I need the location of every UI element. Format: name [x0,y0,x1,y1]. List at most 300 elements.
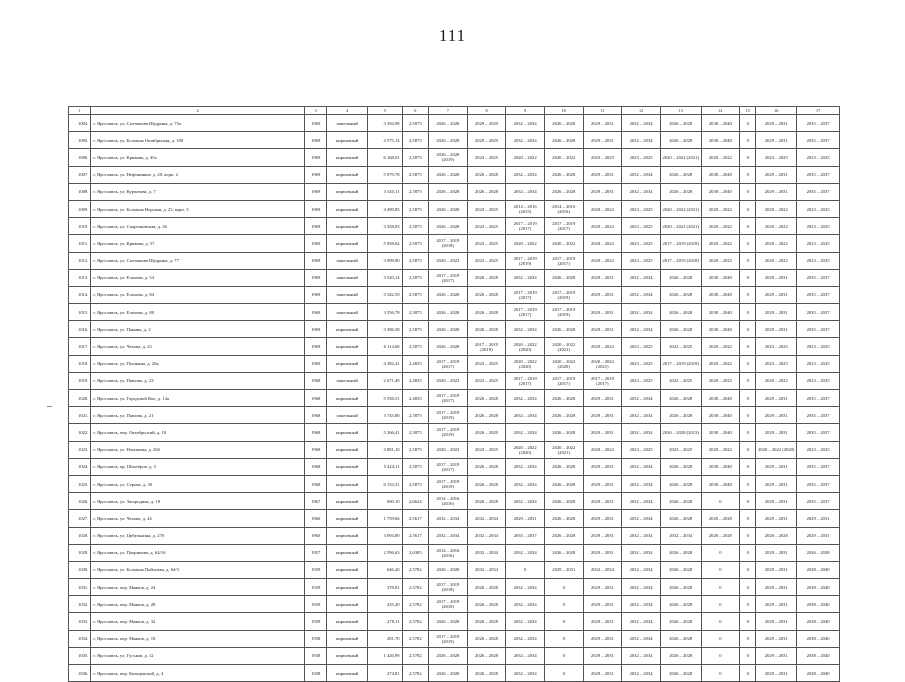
table-cell: 2026 – 2028 [660,458,701,475]
table-cell: кирпичный [327,458,368,475]
table-cell: 2017 – 2019 (2017) [506,218,545,235]
table-cell: 2026 – 2028 [544,132,583,149]
table-cell: 2032 – 2034 [622,596,661,613]
table-cell: 2038 – 2040 [701,321,740,338]
table-cell: 2020 – 2022 [701,200,740,217]
table-cell: 1023. [69,441,91,458]
table-cell: 1960 [304,527,326,544]
table-cell: 2,5875 [402,407,428,424]
table-row [69,355,840,372]
table-cell: 5 266,41 [368,424,403,441]
table-cell: 1015. [69,304,91,321]
table-cell: 2026 – 2028 [429,218,468,235]
table-cell: кирпичный [327,596,368,613]
table-row [69,510,840,527]
table-cell: 2029 – 2031 [797,510,840,527]
housing-repair-schedule-table [68,106,840,682]
table-row [69,424,840,441]
table-cell: 2017 – 2019 (2017) [429,390,468,407]
table-cell: 2,5875 [402,252,428,269]
table-cell: 1027. [69,510,91,527]
table-cell: 2020 – 2022 [701,218,740,235]
table-cell: 2032 – 2034 [622,424,661,441]
table-cell: 2,5782 [402,613,428,630]
table-cell: 2032 – 2034 [467,544,506,561]
table-cell: 2032 – 2034 [622,665,661,682]
table-cell: 0 [544,630,583,647]
table-cell: 2026 – 2028 [660,407,701,424]
table-cell: 2,5875 [402,458,428,475]
table-cell: 1939 [304,561,326,578]
table-cell: 274,81 [368,665,403,682]
table-cell: 2032 – 2034 [467,510,506,527]
table-cell: 2 671,49 [368,372,403,389]
table-cell: 2029 – 2031 [756,544,797,561]
table-cell: 2026 – 2028 [544,527,583,544]
table-cell: 0 [740,544,756,561]
table-cell: панельный [327,269,368,286]
table-cell: 2,5875 [402,218,428,235]
table-cell: 0 [740,561,756,578]
column-header: 17 [797,107,840,115]
address-cell: г. Ярославль, ул. Большая Октябрьская, д. 100 [91,132,305,149]
table-cell: 2029 – 2031 [756,493,797,510]
table-cell: 2026 – 2028 [660,510,701,527]
table-cell: 2023 – 2025 [467,218,506,235]
table-cell: 2029 – 2031 [583,510,622,527]
table-row [69,304,840,321]
table-cell: 1969 [304,235,326,252]
table-cell: 2017 – 2019 (2019) [506,252,545,269]
table-cell: 1019. [69,372,91,389]
column-header: 16 [756,107,797,115]
address-cell: г. Ярославль, ул. Серова, д. 30 [91,475,305,492]
table-cell: 1004. [69,115,91,132]
table-cell: 6 114,68 [368,338,403,355]
table-cell: 2017 – 2019 (2017) [544,218,583,235]
table-cell: 0 [544,579,583,596]
table-cell: 2023 – 2025 [467,441,506,458]
table-cell: 2026 – 2028 [467,458,506,475]
table-cell: 0 [701,630,740,647]
table-cell: 2032 – 2034 [583,561,622,578]
table-cell: 2032 – 2034 [622,286,661,303]
table-cell: 2,5875 [402,115,428,132]
table-cell: 2038 – 2040 [797,647,840,664]
table-cell: 2020 – 2022 [756,218,797,235]
table-cell: 2026 – 2028 [660,115,701,132]
table-body [69,115,840,682]
table-cell: 2017 – 2019 (2019) [544,286,583,303]
table-cell: 2026 – 2028 (2013) [660,424,701,441]
table-cell: кирпичный [327,613,368,630]
table-cell: кирпичный [327,647,368,664]
table-cell: 2,6624 [402,493,428,510]
table-cell: 2032 – 2034 [429,510,468,527]
table-cell: 2029 – 2031 [583,407,622,424]
column-header: 8 [467,107,506,115]
table-cell: 2032 – 2034 [467,561,506,578]
table-cell: 1968 [304,390,326,407]
table-cell: 1016. [69,321,91,338]
table-cell: 2032 – 2034 [506,115,545,132]
table-cell: 2023 – 2025 [756,338,797,355]
table-cell: 690,10 [368,493,403,510]
address-cell: г. Ярославль, ул. Цибулькина, д. 27б [91,527,305,544]
table-cell: 1968 [304,458,326,475]
table-header-row [69,107,840,115]
table-cell: 2023 – 2025 [467,252,506,269]
table-cell: 6 168,01 [368,149,403,166]
table-cell: 1021. [69,407,91,424]
table-cell: 2026 – 2028 [544,269,583,286]
table-cell: 5 958,62 [368,235,403,252]
table-cell: 2026 – 2028 [467,304,506,321]
table-cell: 2026 – 2028 [467,665,506,682]
table-cell: 2017 – 2019 (2017) [429,355,468,372]
table-row [69,475,840,492]
table-cell: 2035 – 2037 [797,269,840,286]
table-cell: 2,5875 [402,149,428,166]
table-cell: 2023 – 2025 [467,235,506,252]
table-cell: 2026 – 2028 [660,166,701,183]
table-cell: 1034. [69,630,91,647]
table-cell: 2026 – 2028 [660,269,701,286]
table-cell: 2032 – 2034 [622,579,661,596]
table-cell: 2026 – 2028 [467,321,506,338]
table-cell: 1938 [304,630,326,647]
table-cell: кирпичный [327,218,368,235]
table-cell: 2026 – 2028 [756,527,797,544]
table-cell: 0 [740,630,756,647]
address-cell: г. Ярославль, пер. Маяков, д. 18 [91,630,305,647]
table-cell: 2023 – 2025 [660,441,701,458]
table-cell: 1969 [304,132,326,149]
table-cell: 2026 – 2028 [429,286,468,303]
table-cell: 4 382,41 [368,355,403,372]
table-cell: 1032. [69,596,91,613]
table-cell: 2029 – 2031 [544,561,583,578]
table-cell: 1008. [69,183,91,200]
table-cell: 2026 – 2028 [660,647,701,664]
table-cell: 2,5782 [402,596,428,613]
table-row [69,493,840,510]
table-cell: 2032 – 2034 [506,647,545,664]
table-cell: 2029 – 2031 [756,183,797,200]
table-cell: 2020 – 2022 (2020) [544,355,583,372]
table-cell: 2,5875 [402,183,428,200]
table-cell: 2020 – 2022 [756,235,797,252]
table-cell: 2023 – 2025 [622,355,661,372]
table-cell: 2029 – 2031 [583,527,622,544]
table-cell: 1014. [69,286,91,303]
table-cell: 2026 – 2028 [467,596,506,613]
table-cell: 1026. [69,493,91,510]
address-cell: г. Ярославль, ул. Панина, д. 2 [91,321,305,338]
table-cell: 2029 – 2031 [583,458,622,475]
table-cell: 2020 – 2022 [583,338,622,355]
table-cell: панельный [327,286,368,303]
table-cell: кирпичный [327,579,368,596]
table-cell: 1020. [69,390,91,407]
table-cell: 2029 – 2031 [756,596,797,613]
table-cell: 2026 – 2028 [467,630,506,647]
table-cell: 0 [701,613,740,630]
table-cell: 2020 – 2022 [583,252,622,269]
table-cell: 2,5875 [402,304,428,321]
table-row [69,338,840,355]
table-cell: 1024. [69,458,91,475]
table-cell: 646,20 [368,561,403,578]
table-cell: 2026 – 2028 [429,183,468,200]
table-cell: 2032 – 2034 [506,269,545,286]
table-cell: 1029. [69,544,91,561]
table-cell: 1005. [69,132,91,149]
table-cell: кирпичный [327,441,368,458]
table-cell: 2026 – 2028 [467,579,506,596]
table-cell: 2017 – 2019 (2017) [506,286,545,303]
table-cell: 2032 – 2034 [622,647,661,664]
table-cell: 0 [740,235,756,252]
table-cell: панельный [327,407,368,424]
table-cell: 2017 – 2019 (2017) [583,372,622,389]
table-cell: 2035 – 2037 [797,132,840,149]
table-cell: 2014 – 2016 (2016) [429,493,468,510]
table-cell: 0 [740,321,756,338]
table-cell: 0 [740,527,756,544]
table-row [69,235,840,252]
table-cell: 2032 – 2034 [622,166,661,183]
table-cell: 2029 – 2031 [583,613,622,630]
table-cell: 2026 – 2028 [429,321,468,338]
table-cell: 2020 – 2022 (2021) [660,218,701,235]
table-row [69,613,840,630]
table-cell: 2020 – 2022 [429,441,468,458]
table-cell: 0 [740,132,756,149]
table-cell: 2026 – 2028 [544,183,583,200]
address-cell: г. Ярославль, пер. Кольцевской, д. 4 [91,665,305,682]
table-row [69,596,840,613]
table-cell: 0 [544,647,583,664]
table-cell: кирпичный [327,338,368,355]
table-cell: 2029 – 2031 [797,527,840,544]
address-cell: г. Ярославль, ул. Курчатова, д. 7 [91,183,305,200]
address-cell: г. Ярославль, ул. Елохова, д. 80 [91,304,305,321]
table-cell: 2014 – 2016 (2015) [506,200,545,217]
table-cell: 2023 – 2025 [797,200,840,217]
table-cell: 2029 – 2029 [467,132,506,149]
table-cell: 2,5782 [402,561,428,578]
table-cell: 6 153,31 [368,475,403,492]
address-cell: г. Ярославль, ул. Пушкина, д. 26а [91,355,305,372]
table-cell: 3 358,03 [368,218,403,235]
table-cell: 1030. [69,561,91,578]
table-cell: 2029 – 2031 [756,407,797,424]
table-cell: 1969 [304,115,326,132]
table-cell: 0 [740,372,756,389]
column-header: 2 [91,107,305,115]
table-cell: 2,5782 [402,647,428,664]
table-row [69,407,840,424]
table-cell: 2029 – 2031 [583,304,622,321]
table-cell: 2032 – 2034 [429,527,468,544]
table-cell: 2038 – 2040 [797,561,840,578]
table-cell: 0 [740,424,756,441]
table-cell: 2023 – 2025 [660,338,701,355]
table-cell: 2026 – 2028 [429,132,468,149]
table-cell: кирпичный [327,527,368,544]
table-cell: 2038 – 2040 [701,132,740,149]
table-cell: 2029 – 2031 [583,183,622,200]
table-row [69,390,840,407]
address-cell: г. Ярославль, пр. Шахтёров, д. 5 [91,458,305,475]
table-cell: 2026 – 2028 [467,475,506,492]
table-cell: 2026 – 2028 [544,321,583,338]
table-cell: 2026 – 2028 [467,183,506,200]
table-cell: 1939 [304,579,326,596]
table-cell: 2038 – 2040 [701,304,740,321]
table-cell: 2026 – 2028 [544,166,583,183]
table-cell: 2017 – 2019 (2017) [429,269,468,286]
table-cell: 2026 – 2028 [660,475,701,492]
table-cell: 1017. [69,338,91,355]
table-cell: 3 556,78 [368,304,403,321]
table-cell: 2023 – 2025 [756,355,797,372]
table-cell: 2020 – 2022 [756,200,797,217]
address-cell: г. Ярославль, ул. Кривова, д. 45а [91,149,305,166]
table-cell: 2023 – 2025 [797,372,840,389]
table-cell: 2029 – 2031 [756,647,797,664]
table-cell: кирпичный [327,630,368,647]
table-cell: 2035 – 2037 [797,493,840,510]
table-cell: 2032 – 2034 [622,390,661,407]
table-cell: 2035 – 2037 [797,166,840,183]
table-cell: кирпичный [327,510,368,527]
table-cell: 2029 – 2031 [583,665,622,682]
table-cell: 5 079,78 [368,166,403,183]
table-cell: 2032 – 2034 [622,493,661,510]
table-cell: 5 556,51 [368,390,403,407]
table-cell: 0 [701,665,740,682]
table-cell: 2029 – 2031 [756,510,797,527]
address-cell: г. Ярославль, ул. Кривова, д. 57 [91,235,305,252]
table-cell: 2029 – 2031 [756,269,797,286]
table-cell: 2032 – 2034 [622,630,661,647]
column-header: 7 [429,107,468,115]
table-cell: 2026 – 2028 [544,390,583,407]
table-cell: 2023 – 2025 [467,200,506,217]
table-cell: 2026 – 2028 [660,183,701,200]
table-cell: 2032 – 2034 [622,132,661,149]
table-cell: 2029 – 2031 [583,115,622,132]
table-cell: 1969 [304,218,326,235]
table-cell: 2020 – 2022 (2021) [660,200,701,217]
table-cell: 1939 [304,596,326,613]
table-cell: 2017 – 2019 (2019) [544,304,583,321]
column-header: 11 [583,107,622,115]
address-cell: г. Ярославль, ул. Чехова, д. 24 [91,510,305,527]
table-cell: 2032 – 2034 [506,407,545,424]
table-cell: 2,5617 [402,510,428,527]
table-cell: 2020 – 2022 (2021) [660,149,701,166]
table-row [69,252,840,269]
table-cell: 2026 – 2028 [660,304,701,321]
table-cell: 1969 [304,269,326,286]
table-cell: 0 [740,183,756,200]
table-cell: 0 [506,561,545,578]
table-cell: 2026 – 2028 [429,647,468,664]
table-cell: 4 881,10 [368,441,403,458]
table-cell: 2020 – 2022 (2021) [544,441,583,458]
address-cell: г. Ярославль, ул. Пашова, д. 21 [91,407,305,424]
table-cell: 2026 – 2028 (2019) [429,149,468,166]
table-cell: 2020 – 2022 [544,149,583,166]
table-cell: 2035 – 2037 [797,424,840,441]
table-cell: 2020 – 2022 [429,372,468,389]
table-cell: 2032 – 2034 [622,269,661,286]
table-cell: 2023 – 2025 [622,338,661,355]
table-cell: 2032 – 2034 [506,579,545,596]
table-cell: 2029 – 2031 [756,424,797,441]
table-cell: 2023 – 2025 [797,441,840,458]
table-cell: 2038 – 2040 [701,458,740,475]
table-cell: 1010. [69,218,91,235]
table-cell: 2017 – 2019 (2017) [506,372,545,389]
table-cell: 2,5875 [402,475,428,492]
table-cell: 0 [740,166,756,183]
column-header: 15 [740,107,756,115]
table-cell: 2017 – 2019 (2019) [660,355,701,372]
address-cell: г. Ярославль, ул. Спартаковская, д. 36 [91,218,305,235]
table-cell: 2035 – 2037 [797,390,840,407]
table-cell: 2026 – 2028 [429,200,468,217]
table-cell: 2026 – 2028 [701,510,740,527]
table-cell: 2029 – 2031 [756,665,797,682]
address-cell: г. Ярославль, пер. Маяков, д. 28 [91,596,305,613]
table-cell: 2023 – 2025 [797,235,840,252]
table-row [69,665,840,682]
table-cell: 0 [701,579,740,596]
table-cell: кирпичный [327,235,368,252]
table-cell: 2,5875 [402,286,428,303]
table-cell: 0 [740,665,756,682]
table-cell: 2035 – 2037 [797,407,840,424]
table-cell: 1033. [69,613,91,630]
table-cell: 2026 – 2028 [660,544,701,561]
table-cell: 0 [740,647,756,664]
table-cell: 2,5875 [402,321,428,338]
table-cell: 2014 – 2016 (2016) [429,544,468,561]
table-cell: 2020 – 2022 [701,252,740,269]
table-cell: 2020 – 2022 (2021) [583,355,622,372]
table-cell: 1969 [304,149,326,166]
table-cell: 2026 – 2028 [660,493,701,510]
table-cell: 2038 – 2040 [701,166,740,183]
table-cell: 2029 – 2031 [583,596,622,613]
table-cell: 0 [740,458,756,475]
table-cell: 2032 – 2034 [467,527,506,544]
table-cell: 3 743,80 [368,407,403,424]
table-cell: 2020 – 2022 [506,235,545,252]
address-cell: г. Ярославль, ул. Нефтяников, д. 20, корп. 2 [91,166,305,183]
table-cell: кирпичный [327,424,368,441]
table-cell: панельный [327,252,368,269]
table-cell: 2026 – 2028 [429,166,468,183]
table-cell: 2,5875 [402,269,428,286]
table-cell: 2,4835 [402,355,428,372]
table-cell: 2023 – 2025 [467,149,506,166]
table-cell: 2029 – 2031 [583,493,622,510]
